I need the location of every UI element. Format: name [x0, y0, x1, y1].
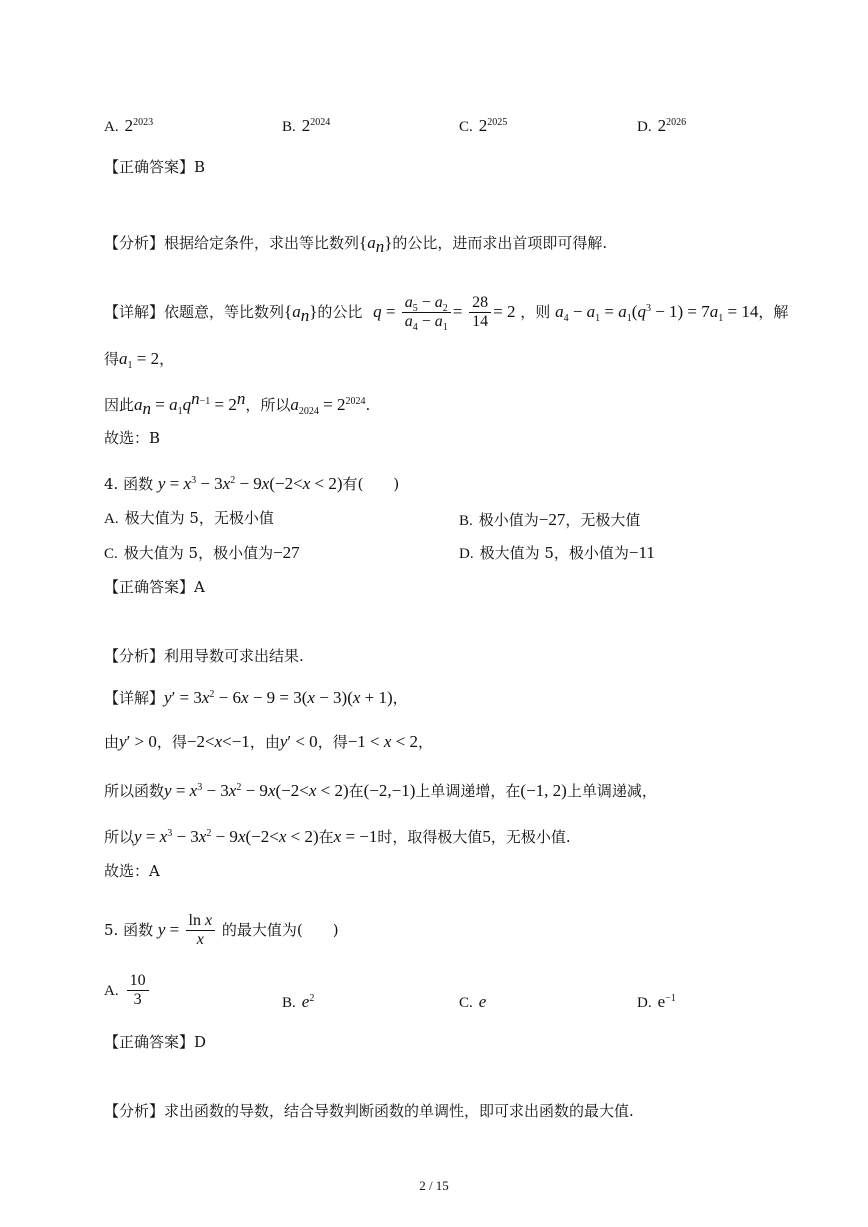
- q3-detail: 【详解】依题意，等比数列$\{a_n\}$的公比 q = $\frac{a_5 - a_2}{a_4 - a_1}$ = $\frac{28}{14}$ = 2 ，则 $a_4 - a_1 = a_1(q^3 - 1) = 7a_1 = 14$，解: [104, 294, 789, 334]
- q5-option-d: D. $e^{-1}$: [637, 992, 676, 1011]
- page-number: 2 / 15: [419, 1178, 449, 1193]
- q4-conclusion: 所以$y = x^3 - 3x^2 - 9x(-2<x < 2)$在x = −1时，取得极大值5，无极小值.: [104, 827, 571, 846]
- q5-stem: 5. 函数 y = $\frac{\text{ln x}}{x}$ 的最大值为( ): [104, 912, 339, 949]
- q4-option-c: C. 极大值为 5，极小值为−27: [104, 543, 300, 562]
- q3-detail-cont: 得$a_1 = 2$，: [104, 349, 175, 371]
- q3-analysis: 【分析】根据给定条件，求出等比数列$\{a_n\}$的公比，进而求出首项即可得解.: [104, 233, 608, 256]
- q5-option-b: B. $e^2$: [282, 992, 315, 1011]
- q4-option-b: B. 极小值为−27，无极大值: [459, 510, 641, 529]
- q4-detail: 【详解】$y' = 3x^2 - 6x - 9 = 3(x - 3)(x + 1)$，: [104, 688, 408, 707]
- q5-option-a: A. $\frac{10}{3}$: [104, 972, 151, 1010]
- q3-correct-answer: 【正确答案】B: [104, 158, 206, 176]
- q3-option-a: A. $2^{2023}$: [104, 116, 154, 135]
- q3-therefore: 因此$a_n = a_1q^{n-1} = 2^n$，所以$a_{2024} = 2^{2024}$.: [104, 389, 371, 418]
- q5-correct-answer: 【正确答案】D: [104, 1033, 207, 1051]
- q4-stem: 4. 函数 $y = x^3 - 3x^2 - 9x(-2<x < 2)$有( ): [104, 474, 400, 493]
- q3-choose: 故选：B: [104, 429, 161, 447]
- q3-option-d: D. $2^{2026}$: [637, 116, 687, 135]
- q3-option-c: C. $2^{2025}$: [459, 116, 508, 135]
- q4-analysis: 【分析】利用导数可求出结果.: [104, 647, 304, 665]
- q4-sign-analysis: 由y′ > 0，得−2<x<−1，由y′ < 0，得−1 < x < 2，: [104, 732, 434, 751]
- q5-option-c: C. e: [459, 992, 487, 1011]
- q4-choose: 故选：A: [104, 862, 160, 880]
- q4-option-a: A. 极大值为 5，无极小值: [104, 509, 274, 527]
- q5-analysis: 【分析】求出函数的导数，结合导数判断函数的单调性，即可求出函数的最大值.: [104, 1102, 634, 1120]
- q4-monotonicity: 所以函数$y = x^3 - 3x^2 - 9x(-2<x < 2)$在(−2,−1)上单调递增，在(−1, 2)上单调递减，: [104, 781, 657, 800]
- q4-correct-answer: 【正确答案】A: [104, 578, 205, 596]
- q4-option-d: D. 极大值为 5，极小值为−11: [459, 543, 655, 562]
- q3-option-b: B. $2^{2024}$: [282, 116, 331, 135]
